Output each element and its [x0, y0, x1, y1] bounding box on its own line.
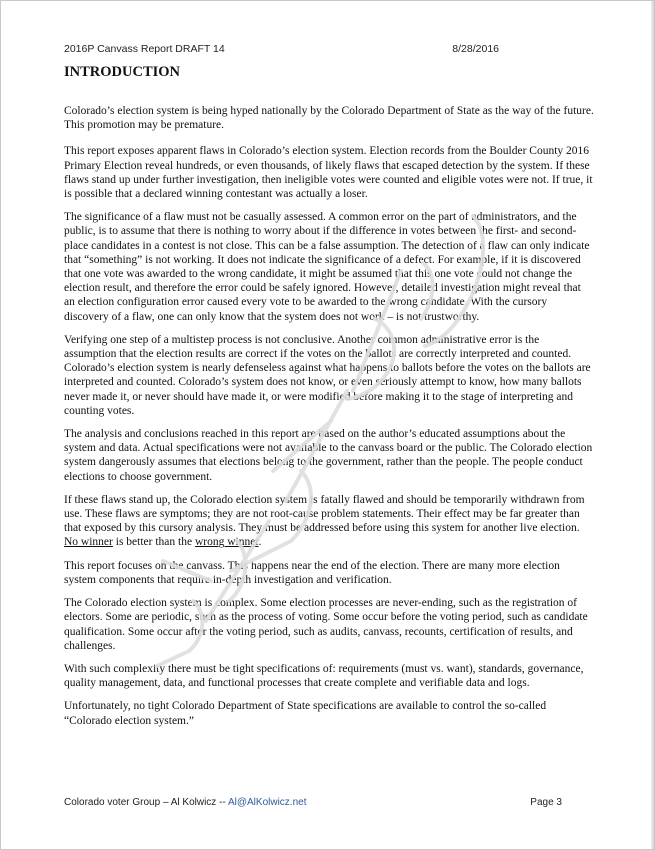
paragraph-1: Colorado’s election system is being hyped nationally by the Colorado Department of State as the way of the future. This promotion may be premature.: [64, 105, 594, 132]
paragraph-2: This report exposes apparent flaws in Colorado’s election system. Election records from the Boulder County 2016 Primary Election reveal hundreds, or even thousands, of likely flaws that escaped detection by the system. If these flaws stand up under further investigation, then ineligible votes were counted and eligible votes were not. If true, it is possible that a declared winning contestant was actually a loser.: [64, 145, 593, 201]
paragraph-6: [64, 493, 594, 550]
paragraph-4: Verifying one step of a multistep process is not conclusive. Another common administrative error is the assumption that the election results are correct if the votes on the ballots are correctly interpreted and counted. Colorado’s election system is nearly defenseless against what happens to ballots before the votes on the ballots are interpreted and counted. Colorado’s system does not know, or even seriously attempt to know, how many ballots never made it, or never should have made it, or were modified before making it to the stage of interpreting and counting votes.: [64, 333, 591, 417]
paragraph-7: This report focuses on the canvass. This happens near the end of the election. There are many more election system components that require in-depth investigation and verification.: [64, 559, 560, 586]
paragraph-3: The significance of a flaw must not be casually assessed. A common error on the part of administrators, and the public, is to assume that there is nothing to worry about if the difference in votes between the first- and second-place candidates in a contest is not close. This can be a false assumption. The detection of a flaw can only indicate that “something” is not working. It does not indicate the significance of a defect. For example, if it is discovered that one vote was awarded to the wrong candidate, it might be assumed that this one vote could not change the election result, and therefore the error could be safely ignored. However, detailed investigation might reveal that an election configuration error caused every vote to be awarded to the wrong candidate. With the cursory discovery of a flaw, one can only know that the system does not work – is not trustworthy.: [64, 211, 590, 323]
footer-author: [64, 797, 306, 808]
footer-page-number: Page 3: [530, 797, 562, 808]
no-winner-underline: No winner: [64, 536, 113, 549]
paragraph-5: The analysis and conclusions reached in this report are based on the author’s educated assumptions about the system and data. Actual specifications were not available to the canvass board or the public. The Colorado election system dangerously assumes that elections belong to the government, rather than the people. The people conduct elections to choose government.: [64, 428, 593, 483]
body-text: [64, 104, 594, 737]
paragraph-6-end: .: [258, 536, 262, 549]
footer-email-link[interactable]: Al@AlKolwicz.net: [227, 797, 307, 808]
header-report-title: 2016P Canvass Report DRAFT 14: [64, 43, 225, 55]
footer-author-text: Colorado voter Group – Al Kolwicz --: [64, 797, 226, 808]
page-footer: [64, 797, 562, 808]
paragraph-6-middle: is better than the: [115, 536, 193, 549]
section-title: INTRODUCTION: [64, 64, 181, 80]
paragraph-9: With such complexity there must be tight specifications of: requirements (must vs. want), standards, governance, quality management, data, and functional processes that create complete and verifiable data and logs.: [64, 662, 584, 690]
header-date: 8/28/2016: [452, 43, 499, 55]
paragraph-8: The Colorado election system is complex. Some election processes are never-ending, such as the registration of electors. Some are periodic, such as the process of voting. Some occur before the voting period, such as candidate qualification. Some occur after the voting period, such as audits, canvass, recounts, certification of results, and challenges.: [64, 597, 588, 652]
paragraph-10: Unfortunately, no tight Colorado Department of State specifications are available to control the so-called “Colorado election system.”: [64, 700, 547, 727]
wrong-winner-underline: wrong winner: [194, 536, 259, 549]
page-header: [64, 43, 499, 55]
paragraph-6-text: If these flaws stand up, the Colorado election system is fatally flawed and should be temporarily withdrawn from use. These flaws are symptoms; they are not root-cause problem statements. Their effect may be far greater than that exposed by this cursory analysis. They must be addressed before using this system for another live election.: [64, 493, 585, 535]
